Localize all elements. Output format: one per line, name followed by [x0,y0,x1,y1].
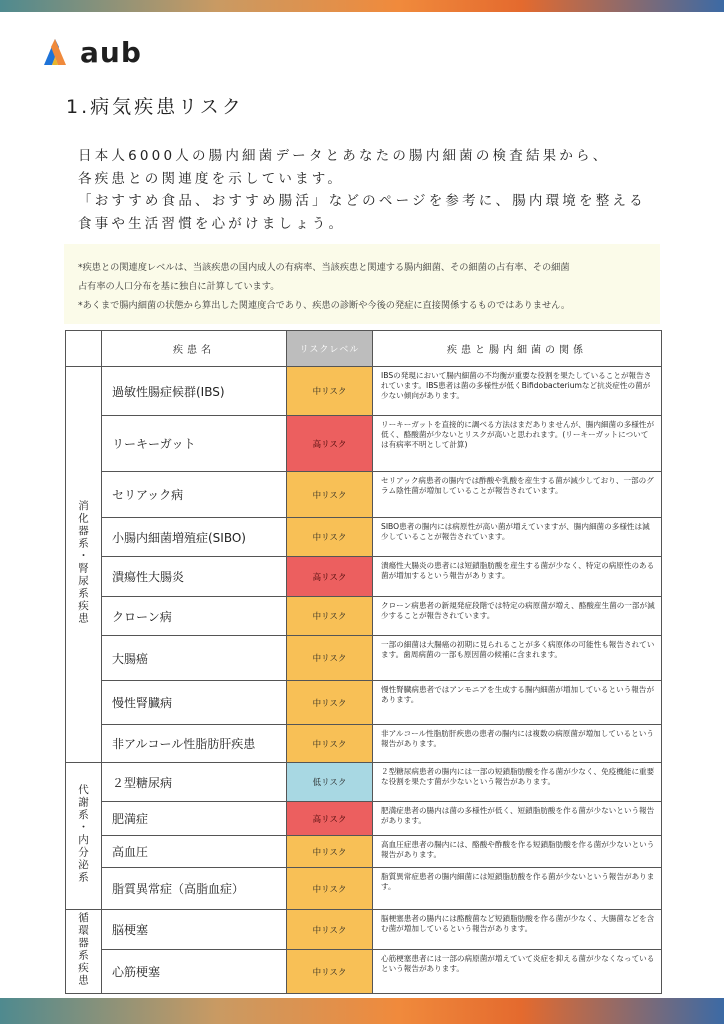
risk-level-badge: 高リスク [287,557,373,597]
table-row [66,836,662,868]
disease-name: クローン病 [102,597,287,636]
intro-line: 各疾患との関連度を示しています。 [78,170,345,187]
table-row [66,367,662,416]
disease-name: リーキーガット [102,416,287,472]
table-row [66,725,662,763]
group-label-circulatory: 循環器系疾患 [66,910,102,994]
risk-level-badge: 中リスク [287,910,373,950]
table-row [66,518,662,557]
top-gradient-band [0,0,724,12]
disease-name: 心筋梗塞 [102,950,287,994]
disease-name: 大腸癌 [102,636,287,681]
table-header-row [66,331,662,367]
intro-line: 日本人6000人の腸内細菌データとあなたの腸内細菌の検査結果から、 [78,148,610,164]
disease-name: セリアック病 [102,472,287,518]
header-disease: 疾患名 [102,331,287,367]
risk-level-badge: 低リスク [287,763,373,802]
table-row [66,910,662,950]
logo-mark-icon [40,37,70,69]
table-row [66,681,662,725]
group-label-digestive: 消化器系・腎尿系疾患 [66,367,102,763]
relation-text: 非アルコール性脂肪肝疾患の患者の腸内には複数の病原菌が増加しているという報告があります。 [373,725,662,763]
note-line: *疾患との関連度レベルは、当該疾患の国内成人の有病率、当該疾患と関連する腸内細菌、その細菌の占有率、その細菌 [78,262,570,273]
relation-text: SIBO患者の腸内には病原性が高い菌が増えていますが、腸内細菌の多様性は減少していることが報告されています。 [373,518,662,557]
relation-text: クローン病患者の新規発症段階では特定の病原菌が増え、酪酸産生菌の一部が減少することが報告されています。 [373,597,662,636]
risk-level-badge: 中リスク [287,636,373,681]
risk-level-badge: 中リスク [287,367,373,416]
relation-text: 脂質異常症患者の腸内細菌には短鎖脂肪酸を作る菌が少ないという報告があります。 [373,868,662,910]
table-row [66,763,662,802]
table-row [66,557,662,597]
table-row [66,950,662,994]
risk-level-badge: 中リスク [287,725,373,763]
risk-level-badge: 高リスク [287,416,373,472]
note-line: *あくまで腸内細菌の状態から算出した関連度合であり、疾患の診断や今後の発症に直接関係するものではありません。 [78,300,571,311]
risk-level-badge: 中リスク [287,472,373,518]
disease-name: ２型糖尿病 [102,763,287,802]
risk-level-badge: 中リスク [287,518,373,557]
intro-line: 「おすすめ食品、おすすめ腸活」などのページを参考に、腸内環境を整える [78,193,646,209]
disclaimer-note [64,244,660,324]
risk-level-badge: 中リスク [287,868,373,910]
disease-name: 慢性腎臓病 [102,681,287,725]
risk-level-badge: 中リスク [287,681,373,725]
relation-text: 肥満症患者の腸内は菌の多様性が低く、短鎖脂肪酸を作る菌が少ないという報告があります。 [373,802,662,836]
logo-text: aub [80,36,142,69]
risk-level-badge: 中リスク [287,950,373,994]
header-relation: 疾患と腸内細菌の関係 [373,331,662,367]
relation-text: 心筋梗塞患者には一部の病原菌が増えていて炎症を抑える菌が少なくなっているという報告があります。 [373,950,662,994]
disease-name: 高血圧 [102,836,287,868]
table-row [66,636,662,681]
risk-level-badge: 中リスク [287,597,373,636]
relation-text: セリアック病患者の腸内では酢酸や乳酸を産生する菌が減少しており、一部のグラム陰性菌が増加していることが報告されています。 [373,472,662,518]
relation-text: リーキーガットを直接的に調べる方法はまだありませんが、腸内細菌の多様性が低く、酪酸菌が少ないとリスクが高いと思われます。(リーキーガットについては有病率不明として計算) [373,416,662,472]
header-group-cell [66,331,102,367]
header-risk-level: リスクレベル [287,331,373,367]
brand-logo [40,36,142,69]
table-row [66,472,662,518]
note-line: 占有率の人口分布を基に独自に計算しています。 [78,281,280,292]
disease-name: 非アルコール性脂肪肝疾患 [102,725,287,763]
relation-text: ２型糖尿病患者の腸内には一部の短鎖脂肪酸を作る菌が少なく、免疫機能に重要な役割を果たす菌が少ないという報告があります。 [373,763,662,802]
relation-text: 一部の細菌は大腸癌の初期に見られることが多く病原体の可能性も報告されています。歯周病菌の一部も原因菌の候補に含まれます。 [373,636,662,681]
table-row [66,802,662,836]
table-row [66,868,662,910]
relation-text: 慢性腎臓病患者ではアンモニアを生成する腸内細菌が増加しているという報告があります。 [373,681,662,725]
page-title: 1.病気疾患リスク [66,96,244,118]
table-row [66,597,662,636]
risk-level-badge: 中リスク [287,836,373,868]
disease-name: 過敏性腸症候群(IBS) [102,367,287,416]
relation-text: 脳梗塞患者の腸内には酪酸菌など短鎖脂肪酸を作る菌が少なく、大腸菌などを含む菌が増加しているという報告があります。 [373,910,662,950]
relation-text: IBSの発現において腸内細菌の不均衡が重要な役割を果たしていることが報告されています。IBS患者は菌の多様性が低くBifidobacteriumなど抗炎症性の菌が少ない傾向があります。 [373,367,662,416]
disease-name: 脳梗塞 [102,910,287,950]
group-label-metabolic: 代謝系・内分泌系 [66,763,102,910]
disease-name: 脂質異常症（高脂血症） [102,868,287,910]
disease-name: 肥満症 [102,802,287,836]
intro-line: 食事や生活習慣を心がけましょう。 [78,215,346,232]
disease-name: 小腸内細菌増殖症(SIBO) [102,518,287,557]
relation-text: 潰瘍性大腸炎の患者には短鎖脂肪酸を産生する菌が少なく、特定の病原性のある菌が増加するという報告があります。 [373,557,662,597]
intro-text [78,145,678,235]
relation-text: 高血圧症患者の腸内には、酪酸や酢酸を作る短鎖脂肪酸を作る菌が少ないという報告があります。 [373,836,662,868]
table-row [66,416,662,472]
risk-level-badge: 高リスク [287,802,373,836]
disease-name: 潰瘍性大腸炎 [102,557,287,597]
bottom-gradient-band [0,998,724,1024]
disease-risk-table [65,330,662,994]
